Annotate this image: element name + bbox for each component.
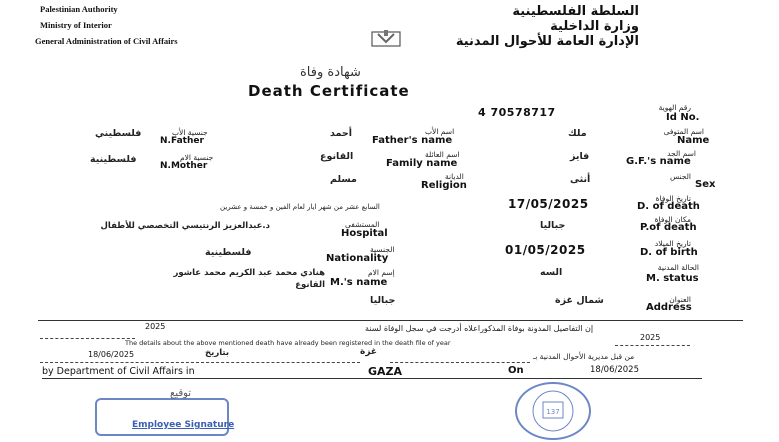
mother-nat-label-en: N.Mother xyxy=(160,161,208,171)
separator-line xyxy=(38,320,743,321)
title-en: Death Certificate xyxy=(248,82,410,100)
header-en-line1: Palestinian Authority xyxy=(40,4,118,14)
family-label-en: Family name xyxy=(386,158,458,169)
footer-underline xyxy=(42,378,702,379)
header-ar-line3: الإدارة العامة للأحوال المدنية xyxy=(455,34,639,49)
dash-issued-mid xyxy=(390,362,530,363)
pod-label-en: P.of death xyxy=(640,222,697,233)
hospital-value: د.عبدالعزيز الرنتيسي التخصصي للأطفال xyxy=(100,221,270,231)
footer-date-left: 18/06/2025 xyxy=(88,350,135,359)
mstatus-label-ar: الحالة المدنية xyxy=(657,263,699,272)
footer-city-en: GAZA xyxy=(368,365,403,378)
address-value-2: جباليا xyxy=(370,295,396,306)
dob-label-en: D. of birth xyxy=(640,247,698,258)
address-label-en: Address xyxy=(646,302,692,313)
footer-year-left: 2025 xyxy=(145,322,166,331)
gf-label-ar: اسم الجد xyxy=(667,149,696,158)
sex-label-ar: الجنس xyxy=(669,172,691,181)
footer-on-label: On xyxy=(508,365,524,376)
id-value: 4 70578717 xyxy=(478,106,556,119)
hospital-label-en: Hospital xyxy=(341,228,388,239)
mstatus-label-en: M. status xyxy=(646,273,699,284)
name-label-ar: اسم المتوفى xyxy=(663,127,704,136)
father-nat-label-en: N.Father xyxy=(160,136,204,146)
dash-issued-left xyxy=(40,362,360,363)
father-label-ar: اسم الأب xyxy=(425,127,455,136)
father-nat-value: فلسطيني xyxy=(95,128,142,139)
id-label-ar: رقم الهوية xyxy=(658,103,691,112)
eagle-emblem-icon xyxy=(366,26,406,48)
nationality-label-ar: الجنسية xyxy=(370,245,395,254)
dod-value: 17/05/2025 xyxy=(508,197,589,211)
hospital-label-ar: المستشفى xyxy=(345,220,380,229)
footer-ar-issued: من قبل مديرية الأحوال المدنية بـ xyxy=(533,352,635,361)
footer-en-reg-text: The details about the above mentioned death have already been registered in the death file of year xyxy=(125,339,451,347)
address-label-ar: العنوان xyxy=(669,295,691,304)
department-seal-icon xyxy=(515,382,591,440)
employee-stamp-icon xyxy=(95,398,229,436)
father-label-en: Father's name xyxy=(372,135,453,146)
religion-label-en: Religion xyxy=(421,180,467,191)
gf-label-en: G.F.'s name xyxy=(626,156,691,167)
footer-date-right: 18/06/2025 xyxy=(590,365,639,375)
family-label-ar: اسم العائلة xyxy=(425,150,460,159)
pod-value: جباليا xyxy=(540,220,566,231)
pod-label-ar: مكان الوفاة xyxy=(654,215,691,224)
mname-value: هنادي محمد عبد الكريم محمد عاشور القانوع xyxy=(173,268,325,290)
dash-left xyxy=(40,338,135,339)
mother-nat-label-ar: جنسية الام xyxy=(180,153,214,162)
sign-label-ar: توقيع xyxy=(170,388,192,399)
dob-value: 01/05/2025 xyxy=(505,243,586,257)
mother-nat-value: فلسطينية xyxy=(90,154,137,165)
dod-label-ar: تاريخ الوفاة xyxy=(655,194,691,203)
footer-en-dept: by Department of Civil Affairs in xyxy=(42,366,195,377)
mstatus-value: السه xyxy=(540,267,563,278)
nationality-value: فلسطينية xyxy=(205,247,252,258)
religion-value: مسلم xyxy=(330,174,357,185)
nationality-label-en: Nationality xyxy=(326,253,389,264)
header-ar-line1: السلطة الفلسطينية xyxy=(512,4,639,19)
father-value: أحمد xyxy=(330,128,352,139)
sex-value: أنثى xyxy=(570,174,591,185)
name-value: ملك xyxy=(568,128,587,139)
footer-year-right: 2025 xyxy=(640,333,661,342)
gf-value: فايز xyxy=(570,151,590,162)
header-en-line3: General Administration of Civil Affairs xyxy=(35,36,178,46)
address-value-1: شمال غزة xyxy=(555,295,604,306)
family-value: القانوع xyxy=(320,151,354,162)
dod-label-en: D. of death xyxy=(637,201,700,212)
footer-ar-date-label: بتاريخ xyxy=(205,348,230,358)
header-en-line2: Ministry of Interior xyxy=(40,20,112,30)
mname-label-ar: إسم الام xyxy=(368,268,395,277)
sex-label-en: Sex xyxy=(695,179,716,190)
header-ar-line2: وزارة الداخلية xyxy=(550,19,639,34)
footer-city-ar: غزة xyxy=(360,347,378,357)
id-label-en: Id No. xyxy=(666,112,700,123)
dash-right xyxy=(615,345,690,346)
dod-words: السابع عشر من شهر ايار لعام الفين و خمسة و عشرين xyxy=(220,203,380,211)
footer-ar-reg-text: إن التفاصيل المدونة بوفاة المذكوراعلاه أدرجت في سجل الوفاة لسنة xyxy=(365,324,594,333)
religion-label-ar: الديانة xyxy=(445,172,464,181)
father-nat-label-ar: جنسية الأب xyxy=(172,128,208,137)
svg-text:137: 137 xyxy=(546,408,560,416)
name-label-en: Name xyxy=(677,135,710,146)
title-ar: شهادة وفاة xyxy=(300,65,361,80)
sign-label-en: Employee Signature xyxy=(132,420,235,430)
mname-label-en: M.'s name xyxy=(330,277,388,288)
dob-label-ar: تاريخ الميلاد xyxy=(654,239,691,248)
